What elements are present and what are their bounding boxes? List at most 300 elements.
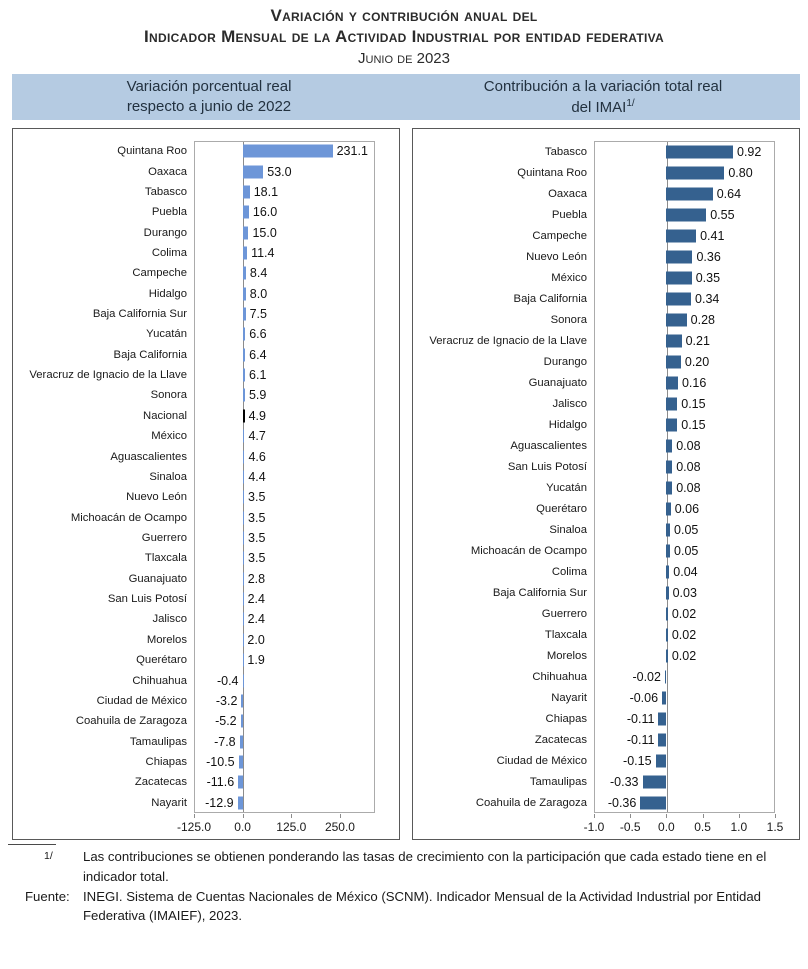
value-label: 0.41 — [700, 228, 725, 243]
bar-track — [594, 162, 775, 183]
axis-tick-mark — [340, 814, 341, 818]
bar-track — [194, 446, 375, 466]
bar — [243, 409, 245, 422]
bar-track — [594, 393, 775, 414]
chart-row — [413, 414, 799, 435]
footnote-reference-sup: 1/ — [626, 97, 635, 109]
value-label: 6.6 — [249, 327, 267, 342]
category-label: Quintana Roo — [117, 145, 187, 158]
category-label: Chihuahua — [532, 670, 587, 683]
category-label: Colima — [551, 565, 587, 578]
contribution-chart-rows — [413, 141, 799, 813]
category-label: Zacatecas — [534, 733, 587, 746]
bar-track — [194, 670, 375, 690]
bar-track — [194, 263, 375, 283]
category-label: Nuevo León — [526, 250, 587, 263]
bar — [666, 250, 692, 263]
value-label: 0.92 — [737, 144, 762, 159]
chart-row — [13, 324, 399, 344]
bar-track — [194, 487, 375, 507]
bar-track — [594, 456, 775, 477]
value-label: 0.80 — [728, 165, 753, 180]
bar-track — [594, 666, 775, 687]
chart-row — [13, 569, 399, 589]
bar-track — [194, 589, 375, 609]
chart-row — [13, 406, 399, 426]
bar — [243, 145, 333, 158]
category-label: Nacional — [143, 409, 187, 422]
bar — [666, 145, 733, 158]
category-label: Tlaxcala — [144, 552, 187, 565]
axis-tick-label: -0.5 — [619, 820, 641, 834]
category-label: Tamaulipas — [129, 735, 187, 748]
bar — [238, 776, 243, 789]
bar-track — [594, 414, 775, 435]
chart-row — [413, 351, 799, 372]
variation-x-axis — [176, 815, 375, 837]
chart-row — [13, 670, 399, 690]
bar-track — [594, 309, 775, 330]
value-label: 0.20 — [684, 354, 710, 369]
category-label: Baja California Sur — [492, 586, 587, 599]
chart-row — [13, 284, 399, 304]
value-label: -0.15 — [623, 753, 652, 768]
chart-row — [413, 267, 799, 288]
bar-track — [594, 624, 775, 645]
category-label: Tabasco — [544, 145, 587, 158]
bar-track — [594, 750, 775, 771]
bar-track — [594, 225, 775, 246]
chart-row — [13, 630, 399, 650]
category-label: Querétaro — [536, 502, 587, 515]
value-label: 5.9 — [248, 388, 267, 403]
page-subtitle: Junio de 2023 — [358, 50, 450, 68]
bar — [243, 491, 244, 504]
value-label: 0.04 — [673, 564, 698, 579]
bar — [666, 334, 681, 347]
chart-row — [13, 446, 399, 466]
contribution-x-axis — [583, 815, 784, 837]
bar-track — [594, 792, 775, 813]
value-label: -11.6 — [206, 775, 235, 790]
bar — [243, 613, 244, 626]
category-label: Veracruz de Ignacio de la Llave — [429, 334, 587, 347]
bar — [243, 246, 247, 259]
value-label: 53.0 — [267, 164, 292, 179]
value-label: 0.15 — [681, 396, 706, 411]
footnote-marker-text: 1/ — [44, 850, 53, 862]
axis-tick-label: 125.0 — [276, 820, 307, 834]
contribution-chart-panel — [412, 128, 800, 840]
value-label: -0.36 — [607, 795, 637, 810]
value-label: 2.8 — [247, 571, 266, 586]
chart-row — [413, 330, 799, 351]
category-label: Yucatán — [146, 328, 187, 341]
chart-row — [413, 645, 799, 666]
bar-track — [194, 711, 375, 731]
value-label: 3.5 — [248, 510, 266, 525]
category-label: Aguascalientes — [510, 439, 587, 452]
bar — [666, 523, 670, 536]
category-label: San Luis Potosí — [107, 593, 187, 606]
bar — [243, 430, 245, 443]
variation-chart-rows — [13, 141, 399, 813]
bar — [243, 348, 245, 361]
bar-track — [194, 365, 375, 385]
bar — [243, 593, 244, 606]
value-label: 0.06 — [674, 501, 700, 516]
chart-row — [413, 141, 799, 162]
bar — [239, 755, 243, 768]
chart-row — [13, 793, 399, 813]
category-label: Chiapas — [145, 755, 187, 768]
category-label: Durango — [143, 226, 187, 239]
chart-row — [13, 202, 399, 222]
chart-row — [413, 183, 799, 204]
chart-row — [413, 540, 799, 561]
bar — [243, 511, 244, 524]
value-label: 6.4 — [249, 347, 267, 362]
bar-track — [194, 650, 375, 670]
value-label: -3.2 — [215, 693, 238, 708]
chart-row — [413, 456, 799, 477]
value-label: 0.35 — [695, 270, 721, 285]
bar-track — [594, 603, 775, 624]
chart-row — [13, 487, 399, 507]
bar — [243, 552, 244, 565]
bar — [666, 292, 691, 305]
bar-track — [594, 477, 775, 498]
bar — [666, 628, 667, 641]
value-label: 4.7 — [248, 429, 266, 444]
value-label: -12.9 — [205, 795, 234, 810]
chart-row — [413, 750, 799, 771]
chart-row — [413, 372, 799, 393]
chart-row — [13, 222, 399, 242]
bar-track — [594, 540, 775, 561]
variation-chart-panel — [12, 128, 400, 840]
contribution-header-line1: Contribución a la variación total real — [483, 77, 723, 95]
chart-row — [413, 792, 799, 813]
chart-row — [13, 365, 399, 385]
chart-row — [13, 609, 399, 629]
bar-track — [194, 507, 375, 527]
value-label: 0.03 — [672, 585, 697, 600]
category-label: Campeche — [132, 267, 187, 280]
chart-row — [413, 435, 799, 456]
bar-track — [194, 406, 375, 426]
category-label: Hidalgo — [548, 418, 587, 431]
contribution-bar-chart — [413, 129, 799, 839]
chart-row — [13, 304, 399, 324]
contribution-header-text: del IMAI — [571, 98, 627, 116]
category-label: Tlaxcala — [544, 628, 587, 641]
axis-tick-mark — [666, 814, 667, 818]
axis-tick-label: 0.0 — [658, 820, 675, 834]
bar — [666, 313, 686, 326]
chart-row — [413, 561, 799, 582]
category-label: Sonora — [150, 389, 187, 402]
bar — [666, 397, 677, 410]
chart-row — [13, 426, 399, 446]
bar — [666, 439, 672, 452]
category-label: Zacatecas — [134, 776, 187, 789]
bar-track — [194, 731, 375, 751]
bar-track — [594, 351, 775, 372]
value-label: -0.06 — [629, 690, 659, 705]
chart-row — [413, 603, 799, 624]
bar-track — [194, 141, 375, 161]
category-label: Morelos — [546, 649, 587, 662]
chart-row — [413, 288, 799, 309]
bar — [666, 565, 669, 578]
panel-headers-band — [12, 74, 800, 120]
category-label: Sonora — [550, 313, 587, 326]
category-label: Ciudad de México — [96, 694, 187, 707]
value-label: 1.9 — [247, 653, 265, 668]
bar-track — [594, 183, 775, 204]
bar — [243, 532, 244, 545]
value-label: 16.0 — [252, 205, 278, 220]
title-block — [0, 0, 808, 67]
value-label: 3.5 — [248, 490, 266, 505]
chart-row — [413, 687, 799, 708]
chart-row — [413, 309, 799, 330]
bar — [666, 418, 677, 431]
category-label: Coahuila de Zaragoza — [75, 715, 187, 728]
bar-track — [194, 793, 375, 813]
value-label: -10.5 — [206, 754, 235, 769]
category-label: México — [551, 271, 587, 284]
footnotes-block — [8, 844, 800, 926]
category-label: México — [151, 430, 187, 443]
category-label: Durango — [543, 355, 587, 368]
chart-row — [13, 731, 399, 751]
value-label: 0.08 — [676, 459, 701, 474]
bar — [640, 796, 666, 809]
bar — [243, 654, 244, 667]
value-label: 0.28 — [690, 312, 716, 327]
contribution-panel-header — [406, 74, 800, 120]
bar — [666, 355, 680, 368]
value-label: 0.21 — [685, 333, 710, 348]
chart-row — [13, 141, 399, 161]
bar-track — [194, 467, 375, 487]
chart-row — [413, 162, 799, 183]
value-label: 8.4 — [249, 266, 268, 281]
bar-track — [194, 426, 375, 446]
bar — [666, 166, 724, 179]
bar — [243, 470, 245, 483]
bar-track — [594, 330, 775, 351]
bar — [658, 733, 666, 746]
category-label: Sinaloa — [549, 523, 587, 536]
category-label: Puebla — [151, 206, 187, 219]
value-label: 2.0 — [247, 632, 265, 647]
value-label: 0.36 — [696, 249, 721, 264]
bar — [665, 670, 666, 683]
variation-panel-header — [12, 74, 406, 120]
bar-track — [594, 141, 775, 162]
category-label: Colima — [151, 246, 187, 259]
value-label: 4.4 — [248, 469, 266, 484]
value-label: 0.05 — [674, 543, 699, 558]
category-label: Michoacán de Ocampo — [470, 544, 587, 557]
footnote-marker — [8, 847, 83, 867]
footnote-1 — [8, 847, 800, 887]
bar-track — [594, 519, 775, 540]
axis-tick-label: -125.0 — [176, 820, 212, 834]
category-label: Chihuahua — [132, 674, 187, 687]
category-label: Guerrero — [141, 532, 187, 544]
axis-tick-label: 1.0 — [730, 820, 748, 834]
category-label: Sinaloa — [149, 470, 187, 483]
category-label: Morelos — [146, 633, 187, 646]
category-label: Coahuila de Zaragoza — [475, 796, 587, 809]
category-label: Hidalgo — [148, 287, 187, 300]
bar — [243, 185, 250, 198]
bar — [666, 607, 667, 620]
value-label: 0.02 — [671, 648, 697, 663]
footnote-separator — [8, 844, 56, 845]
chart-row — [413, 498, 799, 519]
bar-track — [194, 569, 375, 589]
source-label: Fuente: — [25, 888, 70, 904]
bar — [243, 328, 246, 341]
category-label: Guanajuato — [528, 376, 587, 389]
bar-track — [594, 372, 775, 393]
value-label: 11.4 — [251, 245, 275, 260]
category-label: Campeche — [532, 229, 587, 242]
bar — [241, 715, 243, 728]
axis-tick-mark — [291, 814, 292, 818]
bar — [243, 308, 246, 321]
variation-bar-chart — [13, 129, 399, 839]
bar-track — [194, 304, 375, 324]
bar-track — [194, 385, 375, 405]
bar — [666, 649, 667, 662]
source-text: INEGI. Sistema de Cuentas Nacionales de México (SCNM). Indicador Mensual de la Actividad Industrial por Entidad Federativa (IMAIEF), 2023. — [83, 888, 762, 924]
chart-row — [13, 243, 399, 263]
bar-track — [594, 288, 775, 309]
chart-row — [13, 263, 399, 283]
chart-row — [413, 624, 799, 645]
axis-tick-label: 0.0 — [234, 820, 251, 834]
category-label: Jalisco — [552, 397, 587, 410]
bar-track — [194, 284, 375, 304]
chart-row — [13, 161, 399, 181]
bar-track — [594, 771, 775, 792]
value-label: 0.02 — [671, 606, 697, 621]
chart-row — [413, 708, 799, 729]
category-label: Guerrero — [541, 607, 587, 620]
category-label: Oaxaca — [548, 187, 587, 200]
value-label: 18.1 — [253, 184, 279, 199]
axis-tick-mark — [630, 814, 631, 818]
value-label: 0.55 — [710, 207, 735, 222]
bar-track — [194, 609, 375, 629]
category-label: Michoacán de Ocampo — [70, 511, 187, 524]
bar-track — [594, 561, 775, 582]
bar — [243, 633, 244, 646]
bar-track — [594, 498, 775, 519]
category-label: Guanajuato — [128, 572, 187, 585]
value-label: 4.6 — [248, 449, 266, 464]
value-label: 0.16 — [681, 375, 707, 390]
axis-tick-mark — [594, 814, 595, 818]
variation-header-line1: Variación porcentual real — [126, 78, 292, 96]
bar — [243, 572, 244, 585]
category-label: Tabasco — [144, 185, 187, 198]
chart-row — [413, 477, 799, 498]
bar — [241, 694, 242, 707]
bar-track — [194, 345, 375, 365]
chart-row — [413, 393, 799, 414]
category-label: Ciudad de México — [496, 754, 587, 767]
value-label: 7.5 — [249, 307, 267, 322]
axis-tick-mark — [243, 814, 244, 818]
category-label: Aguascalientes — [110, 450, 187, 463]
chart-row — [13, 752, 399, 772]
chart-row — [413, 582, 799, 603]
axis-tick-label: 1.5 — [766, 820, 784, 834]
bar — [243, 226, 249, 239]
bar — [243, 369, 245, 382]
bar-track — [194, 161, 375, 181]
category-label: Tamaulipas — [529, 775, 587, 788]
bar-track — [594, 582, 775, 603]
category-label: Nayarit — [551, 691, 587, 704]
category-label: San Luis Potosí — [507, 460, 587, 473]
chart-row — [13, 528, 399, 548]
value-label: 6.1 — [249, 368, 267, 383]
category-label: Nayarit — [151, 796, 187, 809]
chart-row — [13, 650, 399, 670]
chart-row — [413, 666, 799, 687]
value-label: -5.2 — [215, 714, 237, 729]
bar-track — [594, 729, 775, 750]
bar — [666, 271, 691, 284]
bar — [666, 229, 696, 242]
value-label: 0.64 — [716, 186, 742, 201]
chart-row — [13, 467, 399, 487]
bar-track — [594, 687, 775, 708]
bar-track — [194, 630, 375, 650]
value-label: 0.15 — [681, 417, 706, 432]
bar-track — [594, 204, 775, 225]
bar — [243, 206, 249, 219]
bar-track — [594, 267, 775, 288]
bar — [666, 544, 670, 557]
bar-track — [194, 324, 375, 344]
category-label: Nuevo León — [126, 491, 187, 504]
bar-track — [594, 246, 775, 267]
category-label: Baja California Sur — [92, 308, 187, 321]
category-label: Veracruz de Ignacio de la Llave — [29, 369, 187, 382]
bar — [656, 754, 667, 767]
bar — [662, 691, 666, 704]
bar-track — [194, 548, 375, 568]
chart-row — [413, 204, 799, 225]
value-label: 0.02 — [671, 627, 697, 642]
value-label: 4.9 — [248, 408, 266, 423]
axis-tick-label: 0.5 — [694, 820, 711, 834]
bar — [666, 187, 712, 200]
bar-track — [594, 435, 775, 456]
chart-row — [13, 548, 399, 568]
category-label: Quintana Roo — [517, 166, 587, 179]
chart-row — [13, 589, 399, 609]
